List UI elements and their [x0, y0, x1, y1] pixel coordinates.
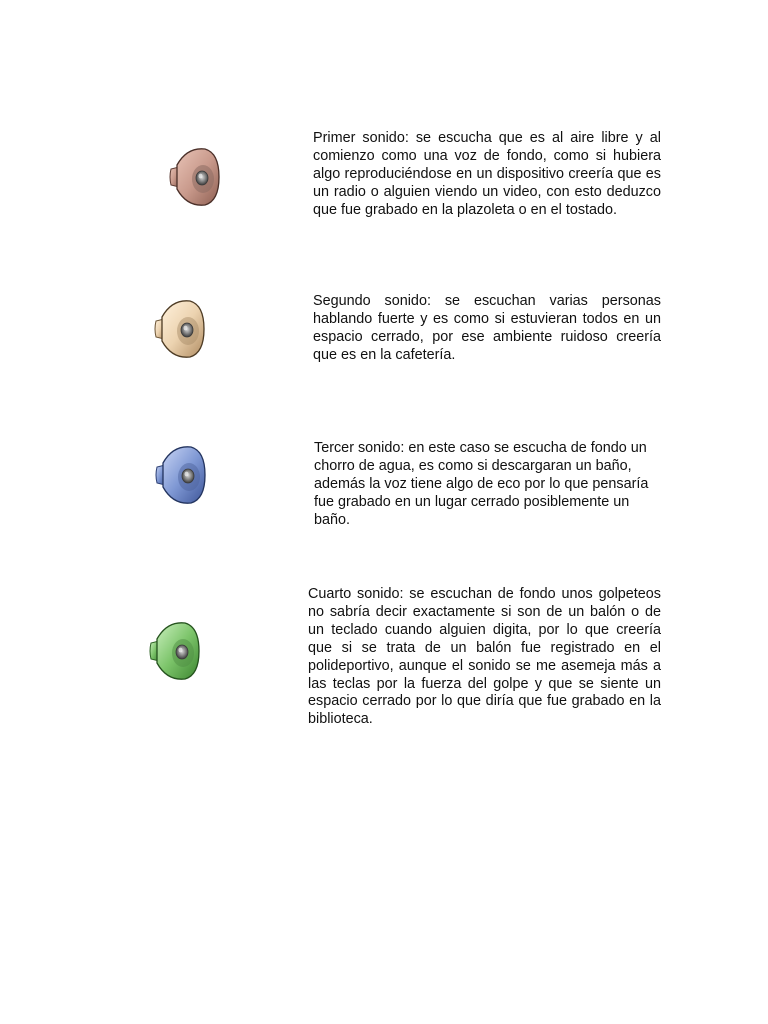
- speaker-icon[interactable]: [150, 297, 208, 361]
- speaker-icon[interactable]: [151, 443, 209, 507]
- paragraph-first-sound: Primer sonido: se escucha que es al aire libre y al comienzo como una voz de fondo, como si hubiera algo reproduciéndose en un dispositivo creería que es un radio o alguien viendo un video, con esto deduzco que fue grabado en la plazoleta o en el tostado.: [313, 130, 661, 218]
- paragraph-third-sound: Tercer sonido: en este caso se escucha de fondo un chorro de agua, es como si descargaran un baño, además la voz tiene algo de eco por lo que pensaría fue grabado en un lugar cerrado posiblemente un baño.: [314, 440, 649, 528]
- paragraph-second-sound: Segundo sonido: se escuchan varias personas hablando fuerte y es como si estuvieran todos en un espacio cerrado, por ese ambiente ruidoso creería que es en la cafetería.: [313, 293, 661, 363]
- speaker-icon[interactable]: [165, 145, 223, 209]
- paragraph-fourth-sound: Cuarto sonido: se escuchan de fondo unos golpeteos no sabría decir exactamente si son de un balón o de un teclado cuando alguien digita, por lo que creería que si se trata de un balón fue registrado en el polideportivo, aunque el sonido se me asemeja más a las teclas por la fuerza del golpe y que se siente un espacio cerrado por lo que diría que fue grabado en la biblioteca.: [308, 586, 661, 728]
- speaker-icon[interactable]: [145, 619, 203, 683]
